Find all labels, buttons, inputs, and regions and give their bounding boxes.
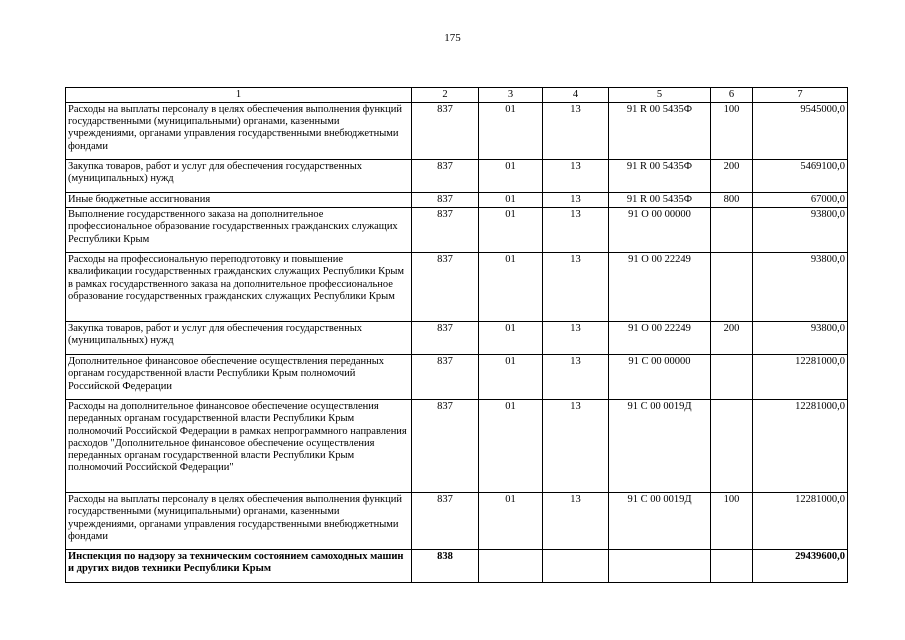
row-amount: 93800,0 [753,208,848,253]
row-target-article: 91 R 00 5435Ф [609,103,711,160]
row-target-article: 91 О 00 22249 [609,322,711,355]
row-description: Расходы на выплаты персоналу в целях обеспечения выполнения функций государственными (муниципальными) органами, казенными учреждениями, органами управления государственными внебюджетными фондами [66,493,412,550]
row-description: Выполнение государственного заказа на дополнительное профессиональное образование государственных гражданских служащих Республики Крым [66,208,412,253]
row-gr-code: 838 [412,550,479,583]
header-col-6: 6 [711,88,753,103]
row-amount: 5469100,0 [753,160,848,193]
table-row-organization [66,550,848,583]
row-subsection: 13 [543,160,609,193]
row-expense-type: 100 [711,493,753,550]
row-target-article: 91 О 00 00000 [609,208,711,253]
row-description: Расходы на профессиональную переподготовку и повышение квалификации государственных гражданских служащих Республики Крым в рамках государственного заказа на дополнительное профессиональное образование государственных гражданских служащих Республики Крым [66,253,412,322]
row-expense-type [711,400,753,493]
row-expense-type [711,355,753,400]
header-col-4: 4 [543,88,609,103]
row-subsection: 13 [543,400,609,493]
row-description: Закупка товаров, работ и услуг для обеспечения государственных (муниципальных) нужд [66,160,412,193]
row-gr-code: 837 [412,253,479,322]
row-description: Расходы на дополнительное финансовое обеспечение осуществления переданных органам государственной власти Республики Крым полномочий Российской Федерации в рамках непрограммного направления расходов "Дополнительное финансовое обеспечение осуществления переданных органам государственной власти Республики Крым полномочий Российской Федерации" [66,400,412,493]
row-amount: 12281000,0 [753,355,848,400]
row-amount: 12281000,0 [753,493,848,550]
row-target-article: 91 R 00 5435Ф [609,193,711,208]
row-expense-type: 200 [711,322,753,355]
row-section: 01 [479,160,543,193]
row-subsection: 13 [543,493,609,550]
row-amount: 67000,0 [753,193,848,208]
table-row [66,493,848,550]
row-gr-code: 837 [412,208,479,253]
row-expense-type [711,208,753,253]
table-row [66,355,848,400]
row-gr-code: 837 [412,103,479,160]
row-target-article: 91 R 00 5435Ф [609,160,711,193]
row-gr-code: 837 [412,193,479,208]
table-row [66,103,848,160]
table-header-row [66,88,848,103]
row-section: 01 [479,322,543,355]
header-col-5: 5 [609,88,711,103]
table-row [66,193,848,208]
row-expense-type [711,550,753,583]
row-amount: 93800,0 [753,253,848,322]
budget-table [65,87,848,583]
row-subsection [543,550,609,583]
row-expense-type: 200 [711,160,753,193]
row-gr-code: 837 [412,355,479,400]
table-row [66,208,848,253]
header-col-3: 3 [479,88,543,103]
table-row [66,322,848,355]
table-row [66,160,848,193]
row-section: 01 [479,493,543,550]
row-target-article [609,550,711,583]
row-section: 01 [479,208,543,253]
row-target-article: 91 С 00 0019Д [609,493,711,550]
header-col-7: 7 [753,88,848,103]
header-col-2: 2 [412,88,479,103]
row-section [479,550,543,583]
row-section: 01 [479,103,543,160]
row-description: Инспекция по надзору за техническим состоянием самоходных машин и других видов техники Республики Крым [66,550,412,583]
row-description: Иные бюджетные ассигнования [66,193,412,208]
row-subsection: 13 [543,253,609,322]
row-description: Закупка товаров, работ и услуг для обеспечения государственных (муниципальных) нужд [66,322,412,355]
table-row [66,400,848,493]
row-subsection: 13 [543,193,609,208]
row-section: 01 [479,400,543,493]
row-section: 01 [479,355,543,400]
row-gr-code: 837 [412,160,479,193]
row-description: Расходы на выплаты персоналу в целях обеспечения выполнения функций государственными (муниципальными) органами, казенными учреждениями, органами управления государственными внебюджетными фондами [66,103,412,160]
row-expense-type: 800 [711,193,753,208]
row-subsection: 13 [543,103,609,160]
table-row [66,253,848,322]
row-section: 01 [479,193,543,208]
row-gr-code: 837 [412,322,479,355]
row-subsection: 13 [543,355,609,400]
row-amount: 12281000,0 [753,400,848,493]
row-amount: 9545000,0 [753,103,848,160]
row-amount: 93800,0 [753,322,848,355]
row-section: 01 [479,253,543,322]
row-description: Дополнительное финансовое обеспечение осуществления переданных органам государственной власти Республики Крым полномочий Российской Федерации [66,355,412,400]
row-target-article: 91 О 00 22249 [609,253,711,322]
row-gr-code: 837 [412,493,479,550]
page-number: 175 [444,32,461,44]
row-target-article: 91 С 00 00000 [609,355,711,400]
row-target-article: 91 С 00 0019Д [609,400,711,493]
row-expense-type [711,253,753,322]
row-expense-type: 100 [711,103,753,160]
row-subsection: 13 [543,322,609,355]
row-gr-code: 837 [412,400,479,493]
header-col-1: 1 [66,88,412,103]
row-amount: 29439600,0 [753,550,848,583]
row-subsection: 13 [543,208,609,253]
